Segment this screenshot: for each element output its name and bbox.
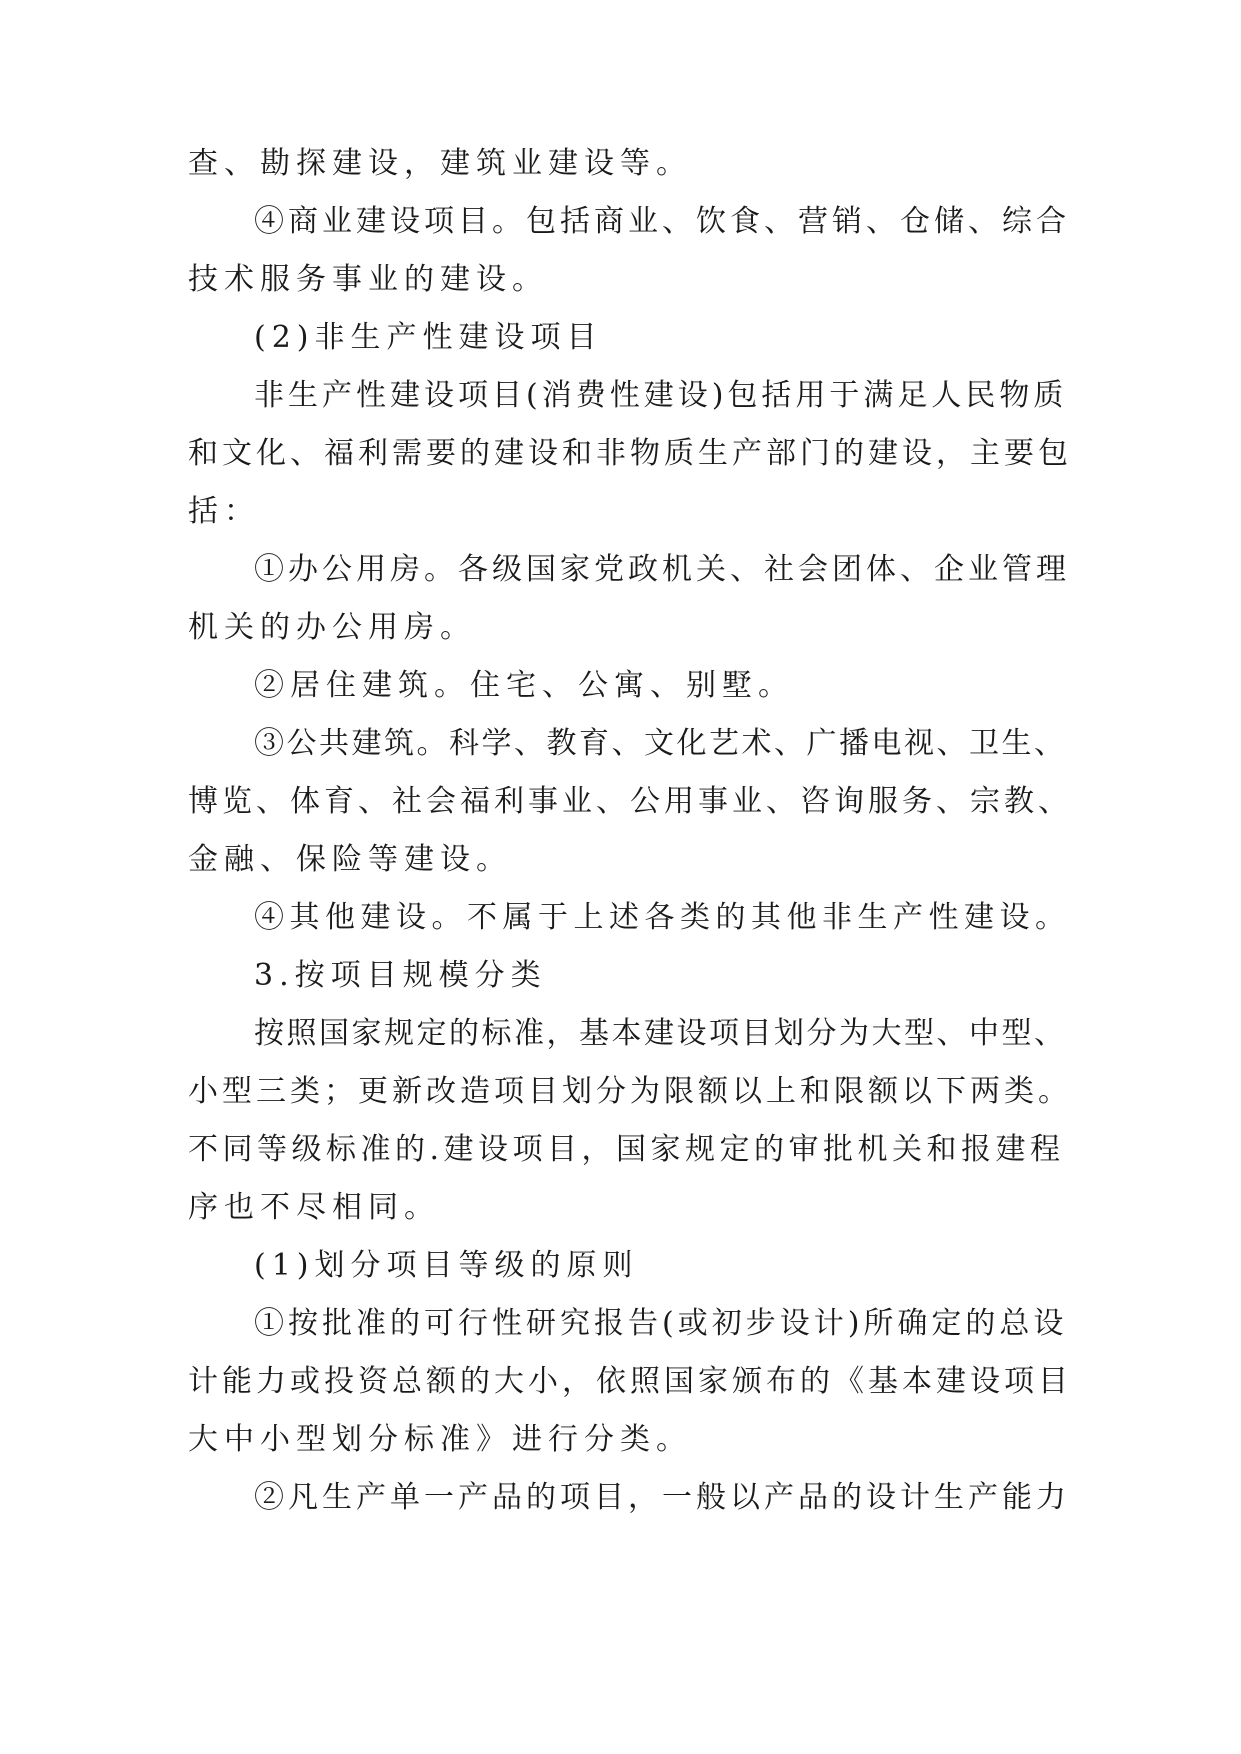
- section-heading: (1)划分项目等级的原则: [254, 1248, 639, 1283]
- text-line: 计能力或投资总额的大小，依照国家颁布的《基本建设项目: [188, 1364, 1072, 1399]
- text-line: ④商业建设项目。包括商业、饮食、营销、仓储、综合: [254, 204, 1070, 239]
- text-line: 序也不尽相同。: [188, 1190, 440, 1225]
- section-heading: 3.按项目规模分类: [254, 958, 547, 993]
- text-line: ②凡生产单一产品的项目，一般以产品的设计生产能力: [254, 1480, 1070, 1515]
- text-line: ④其他建设。不属于上述各类的其他非生产性建设。: [254, 900, 1071, 935]
- text-line: ③公共建筑。科学、教育、文化艺术、广播电视、卫生、: [254, 726, 1067, 761]
- text-line: ②居住建筑。住宅、公寓、别墅。: [254, 668, 794, 703]
- text-line: 博览、体育、社会福利事业、公用事业、咨询服务、宗教、: [188, 784, 1072, 819]
- section-heading: (2)非生产性建设项目: [254, 320, 603, 355]
- text-line: 查、勘探建设，建筑业建设等。: [188, 146, 692, 181]
- text-line: 大中小型划分标准》进行分类。: [188, 1422, 692, 1457]
- text-line: 小型三类；更新改造项目划分为限额以上和限额以下两类。: [188, 1074, 1072, 1109]
- text-line: ①办公用房。各级国家党政机关、社会团体、企业管理: [254, 552, 1070, 587]
- text-line: ①按批准的可行性研究报告(或初步设计)所确定的总设: [254, 1306, 1068, 1341]
- text-line: 技术服务事业的建设。: [188, 262, 548, 297]
- text-line: 不同等级标准的.建设项目，国家规定的审批机关和报建程: [188, 1132, 1065, 1167]
- text-line: 按照国家规定的标准，基本建设项目划分为大型、中型、: [254, 1016, 1067, 1051]
- text-line: 非生产性建设项目(消费性建设)包括用于满足人民物质: [254, 378, 1068, 413]
- text-line: 机关的办公用房。: [188, 610, 476, 645]
- text-line: 和文化、福利需要的建设和非物质生产部门的建设，主要包: [188, 436, 1072, 471]
- text-line: 金融、保险等建设。: [188, 842, 512, 877]
- text-line: 括：: [188, 494, 260, 529]
